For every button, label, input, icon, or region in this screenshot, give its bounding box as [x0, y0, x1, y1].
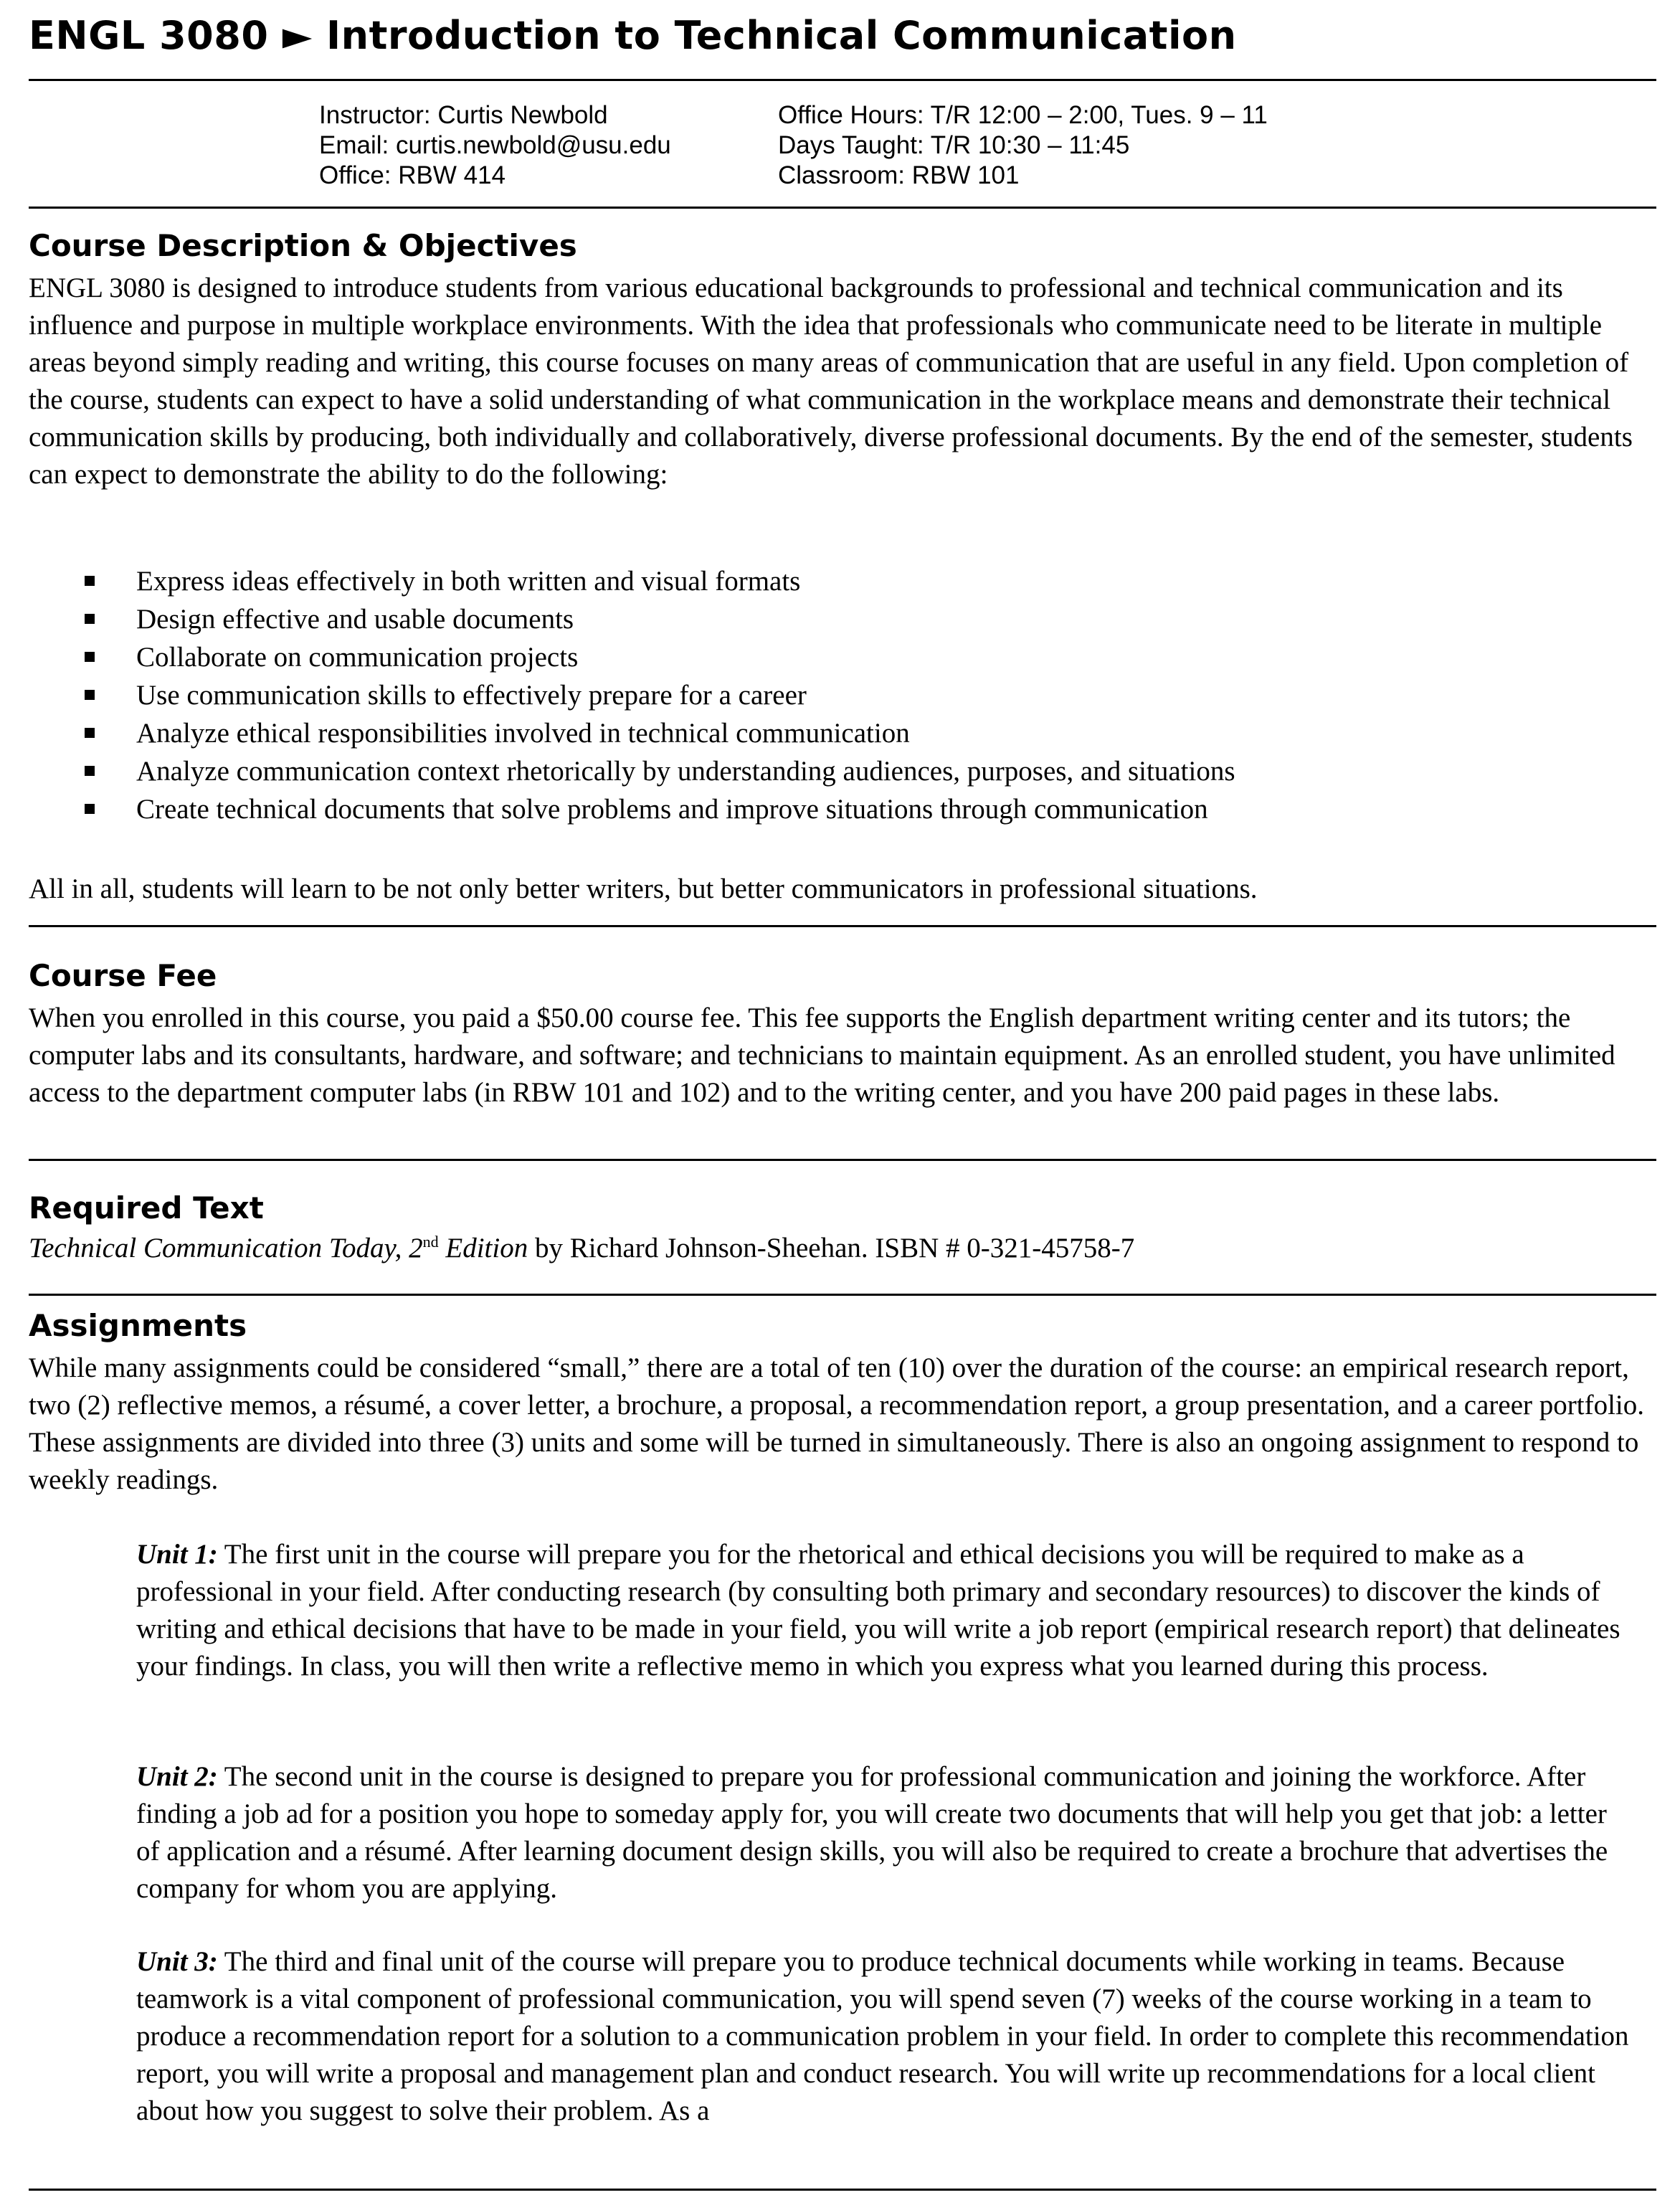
list-item: Use communication skills to effectively prepare for a career — [29, 676, 1235, 714]
office-hours: Office Hours: T/R 12:00 – 2:00, Tues. 9 – 11 — [778, 101, 1268, 129]
unit-2-paragraph: Unit 2: The second unit in the course is designed to prepare you for professional communication and joining the workforce. After finding a job ad for a position you hope to someday apply for, you will create two documents that will help you get that job: a letter of application and a résumé. After learning document design skills, you will also be required to create a brochure that advertises the company for whom you are applying. — [136, 1761, 1608, 1904]
section-heading-assignments: Assignments — [29, 1308, 247, 1343]
list-item: Analyze ethical responsibilities involved in technical communication — [29, 714, 1235, 752]
unit-3-paragraph: Unit 3: The third and final unit of the course will prepare you to produce technical documents while working in teams. Because teamwork is a vital component of professional communication, you will spend seven (7) weeks of the course working in a team to produce a recommendation report for a solution to a communication problem in your field. In order to complete this recommendation report, you will write a proposal and management plan and conduct research. You will write up recommendations for a local client about how you suggest to solve their problem. As a — [136, 1946, 1629, 2126]
bullet-square-icon — [85, 652, 95, 662]
divider — [29, 1294, 1656, 1296]
assignments-paragraph: While many assignments could be considered “small,” there are a total of ten (10) over the duration of the course: an empirical research report, two (2) reflective memos, a résumé, a cover letter, a brochure, a proposal, a recommendation report, a group presentation, and a career portfolio. These assignments are divided into three (3) units and some will be turned in simultaneously. There is also an ongoing assignment to respond to weekly readings. — [29, 1352, 1644, 1495]
unit-label: Unit 3: — [136, 1946, 218, 1977]
divider — [29, 79, 1656, 81]
days-taught: Days Taught: T/R 10:30 – 11:45 — [778, 131, 1130, 159]
divider — [29, 1159, 1656, 1161]
list-item: Create technical documents that solve problems and improve situations through communication — [29, 790, 1235, 828]
unit-1-paragraph: Unit 1: The first unit in the course will prepare you for the rhetorical and ethical decisions you will be required to make as a professional in your field. After conducting research (by consulting both primary and secondary resources) to discover the kinds of writing and ethical decisions that have to be made in your field, you will write a job report (empirical research report) that delineates your findings. In class, you will then write a reflective memo in which you express what you learned during this process. — [136, 1539, 1620, 1682]
bullet-square-icon — [85, 576, 95, 586]
list-item: Analyze communication context rhetorically by understanding audiences, purposes, and situations — [29, 752, 1235, 790]
instructor-contact — [319, 100, 671, 191]
unit-label: Unit 1: — [136, 1539, 218, 1570]
instructor-office: Office: RBW 414 — [319, 161, 506, 189]
required-text-citation: Technical Communication Today, 2nd Edition by Richard Johnson-Sheehan. ISBN # 0-321-45758-7 — [29, 1233, 1135, 1264]
bullet-square-icon — [85, 728, 95, 738]
bullet-square-icon — [85, 614, 95, 624]
unit-label: Unit 2: — [136, 1761, 218, 1792]
list-item: Express ideas effectively in both written and visual formats — [29, 562, 1235, 600]
list-item: Collaborate on communication projects — [29, 638, 1235, 676]
objectives-list — [29, 562, 1235, 828]
course-schedule — [778, 100, 1268, 191]
divider — [29, 2189, 1656, 2191]
section-heading-description: Course Description & Objectives — [29, 228, 577, 263]
bullet-square-icon — [85, 690, 95, 700]
page-title: ENGL 3080 ► Introduction to Technical Communication — [29, 13, 1237, 58]
section-heading-required-text: Required Text — [29, 1190, 264, 1225]
list-item: Design effective and usable documents — [29, 600, 1235, 638]
description-paragraph: ENGL 3080 is designed to introduce students from various educational backgrounds to professional and technical communication and its influence and purpose in multiple workplace environments. With the idea that professionals who communicate need to be literate in multiple areas beyond simply reading and writing, this course focuses on many areas of communication that are useful in any field. Upon completion of the course, students can expect to have a solid understanding of what communication in the workplace means and demonstrate their technical communication skills by producing, both individually and collaboratively, diverse professional documents. By the end of the semester, students can expect to demonstrate the ability to do the following: — [29, 272, 1633, 490]
bullet-square-icon — [85, 804, 95, 814]
divider — [29, 207, 1656, 209]
section-heading-fee: Course Fee — [29, 958, 217, 993]
divider — [29, 925, 1656, 927]
description-closing: All in all, students will learn to be not only better writers, but better communicators in professional situations. — [29, 873, 1258, 904]
bullet-square-icon — [85, 766, 95, 776]
instructor-name: Instructor: Curtis Newbold — [319, 101, 608, 129]
fee-paragraph: When you enrolled in this course, you paid a $50.00 course fee. This fee supports the English department writing center and its tutors; the computer labs and its consultants, hardware, and software; and technicians to maintain equipment. As an enrolled student, you have unlimited access to the department computer labs (in RBW 101 and 102) and to the writing center, and you have 200 paid pages in these labs. — [29, 1002, 1615, 1108]
instructor-email: Email: curtis.newbold@usu.edu — [319, 131, 671, 159]
classroom: Classroom: RBW 101 — [778, 161, 1020, 189]
